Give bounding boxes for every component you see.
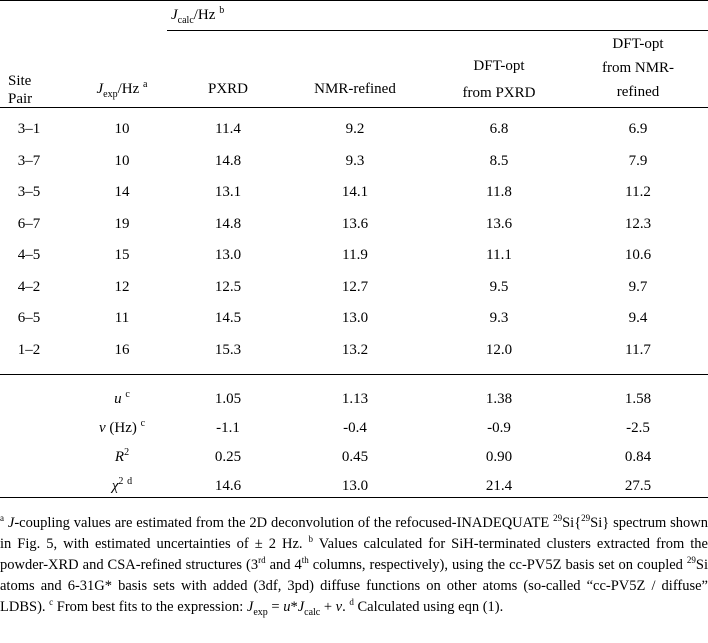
- cell-nmr: 13.6: [341, 216, 369, 232]
- footnotes: $^a$ J-coupling values are estimated from the 2D deconvolution of the refocused-INADEQUATE $^{29}$Si{$^{29}$Si} spectrum shown in Fig. 5, with estimated uncertainties of ± 2 Hz. $^b$ Values calculated for SiH-terminated clusters extracted from the powder-XRD and CSA-refined structures (3rd and 4th columns, respectively), using the cc-PV5Z basis set on coupled $^{29}$Si atoms and 6-31G* basis sets with added (3df, 3pd) diffuse functions on other atoms (so-called “cc-PV5Z / diffuse” LDBS). $^c$ From best fits to the expression: $J_{exp} = u*J_{calc} + v$. $^d$ Calculated using eqn (1).: [0, 513, 708, 618]
- cell-nmr: 13.0: [341, 310, 369, 326]
- footnote-mark-c: c: [49, 597, 54, 608]
- cell-jexp: 12: [114, 279, 130, 295]
- stat-pxrd: -1.1: [216, 420, 240, 436]
- cell-site-pair: 6–7: [17, 216, 41, 232]
- stat-label: v (Hz) $^c$: [98, 418, 146, 436]
- cell-dft-pxrd: 12.0: [485, 342, 513, 358]
- cell-dft-nmr: 11.7: [625, 342, 651, 358]
- stat-dft-nmr: -2.5: [626, 420, 650, 436]
- jcalc-span-rule: [167, 30, 708, 31]
- cell-nmr: 9.3: [345, 153, 365, 169]
- col-header-pxrd: PXRD: [207, 81, 249, 97]
- cell-site-pair: 3–1: [17, 121, 41, 137]
- col-header-dft-pxrd: DFT-opt from PXRD: [462, 58, 536, 101]
- stat-nmr: -0.4: [343, 420, 367, 436]
- stat-pxrd: 0.25: [214, 449, 242, 465]
- stat-nmr: 1.13: [341, 391, 369, 407]
- cell-site-pair: 3–5: [17, 184, 41, 200]
- stat-dft-nmr: 27.5: [624, 478, 652, 494]
- cell-nmr: 14.1: [341, 184, 369, 200]
- cell-jexp: 16: [114, 342, 130, 358]
- stat-pxrd: 14.6: [214, 478, 242, 494]
- cell-jexp: 11: [114, 310, 130, 326]
- cell-dft-pxrd: 9.3: [489, 310, 509, 326]
- cell-dft-pxrd: 9.5: [489, 279, 509, 295]
- stat-dft-pxrd: 0.90: [485, 449, 513, 465]
- stat-nmr: 0.45: [341, 449, 369, 465]
- cell-site-pair: 4–2: [17, 279, 41, 295]
- footnote-mark-d: d: [349, 597, 354, 608]
- section-divider-rule: [0, 374, 708, 375]
- table-bottom-rule: [0, 497, 708, 498]
- table-top-rule: [0, 0, 708, 1]
- jexp-header: $J_{exp}/Hz$ $^a$: [96, 79, 148, 100]
- cell-nmr: 11.9: [342, 247, 368, 263]
- cell-site-pair: 6–5: [17, 310, 41, 326]
- col-header-dft-nmr: DFT-opt from NMR- refined: [601, 36, 675, 100]
- stat-dft-nmr: 0.84: [624, 449, 652, 465]
- cell-dft-nmr: 6.9: [628, 121, 648, 137]
- cell-nmr: 9.2: [345, 121, 365, 137]
- cell-pxrd: 12.5: [214, 279, 242, 295]
- cell-site-pair: 4–5: [17, 247, 41, 263]
- cell-pxrd: 14.5: [214, 310, 242, 326]
- stat-label: $\chi^2$ $^d$: [111, 476, 133, 494]
- cell-pxrd: 14.8: [214, 216, 242, 232]
- cell-dft-pxrd: 8.5: [489, 153, 509, 169]
- cell-nmr: 13.2: [341, 342, 369, 358]
- cell-pxrd: 15.3: [214, 342, 242, 358]
- cell-dft-nmr: 9.7: [628, 279, 648, 295]
- cell-pxrd: 14.8: [214, 153, 242, 169]
- stat-dft-pxrd: 21.4: [485, 478, 513, 494]
- col-header-nmr-refined: NMR-refined: [314, 81, 396, 97]
- cell-site-pair: 1–2: [17, 342, 41, 358]
- cell-jexp: 10: [114, 121, 130, 137]
- footnote-mark-a: a: [0, 513, 4, 524]
- cell-dft-pxrd: 13.6: [485, 216, 513, 232]
- cell-dft-nmr: 10.6: [624, 247, 652, 263]
- stat-label: $R^2$: [114, 447, 130, 465]
- site-pair-header: Site Pair: [8, 73, 33, 107]
- stat-pxrd: 1.05: [214, 391, 242, 407]
- cell-pxrd: 13.1: [214, 184, 242, 200]
- cell-jexp: 19: [114, 216, 130, 232]
- cell-site-pair: 3–7: [17, 153, 41, 169]
- cell-dft-pxrd: 11.1: [486, 247, 512, 263]
- stat-nmr: 13.0: [341, 478, 369, 494]
- stat-dft-pxrd: -0.9: [487, 420, 511, 436]
- cell-pxrd: 13.0: [214, 247, 242, 263]
- cell-jexp: 14: [114, 184, 130, 200]
- stat-dft-nmr: 1.58: [624, 391, 652, 407]
- cell-jexp: 15: [114, 247, 130, 263]
- cell-dft-nmr: 7.9: [628, 153, 648, 169]
- cell-nmr: 12.7: [341, 279, 369, 295]
- cell-dft-nmr: 12.3: [624, 216, 652, 232]
- footnote-mark-b: b: [308, 534, 314, 545]
- cell-pxrd: 11.4: [215, 121, 241, 137]
- cell-jexp: 10: [114, 153, 130, 169]
- stat-dft-pxrd: 1.38: [485, 391, 513, 407]
- cell-dft-nmr: 11.2: [625, 184, 651, 200]
- cell-dft-pxrd: 11.8: [486, 184, 512, 200]
- cell-dft-pxrd: 6.8: [489, 121, 509, 137]
- cell-dft-nmr: 9.4: [628, 310, 648, 326]
- stat-label: u $^c$: [114, 389, 130, 407]
- jcalc-header: $J_{calc}/Hz$ $^b$: [171, 5, 225, 26]
- header-bottom-rule: [0, 107, 708, 108]
